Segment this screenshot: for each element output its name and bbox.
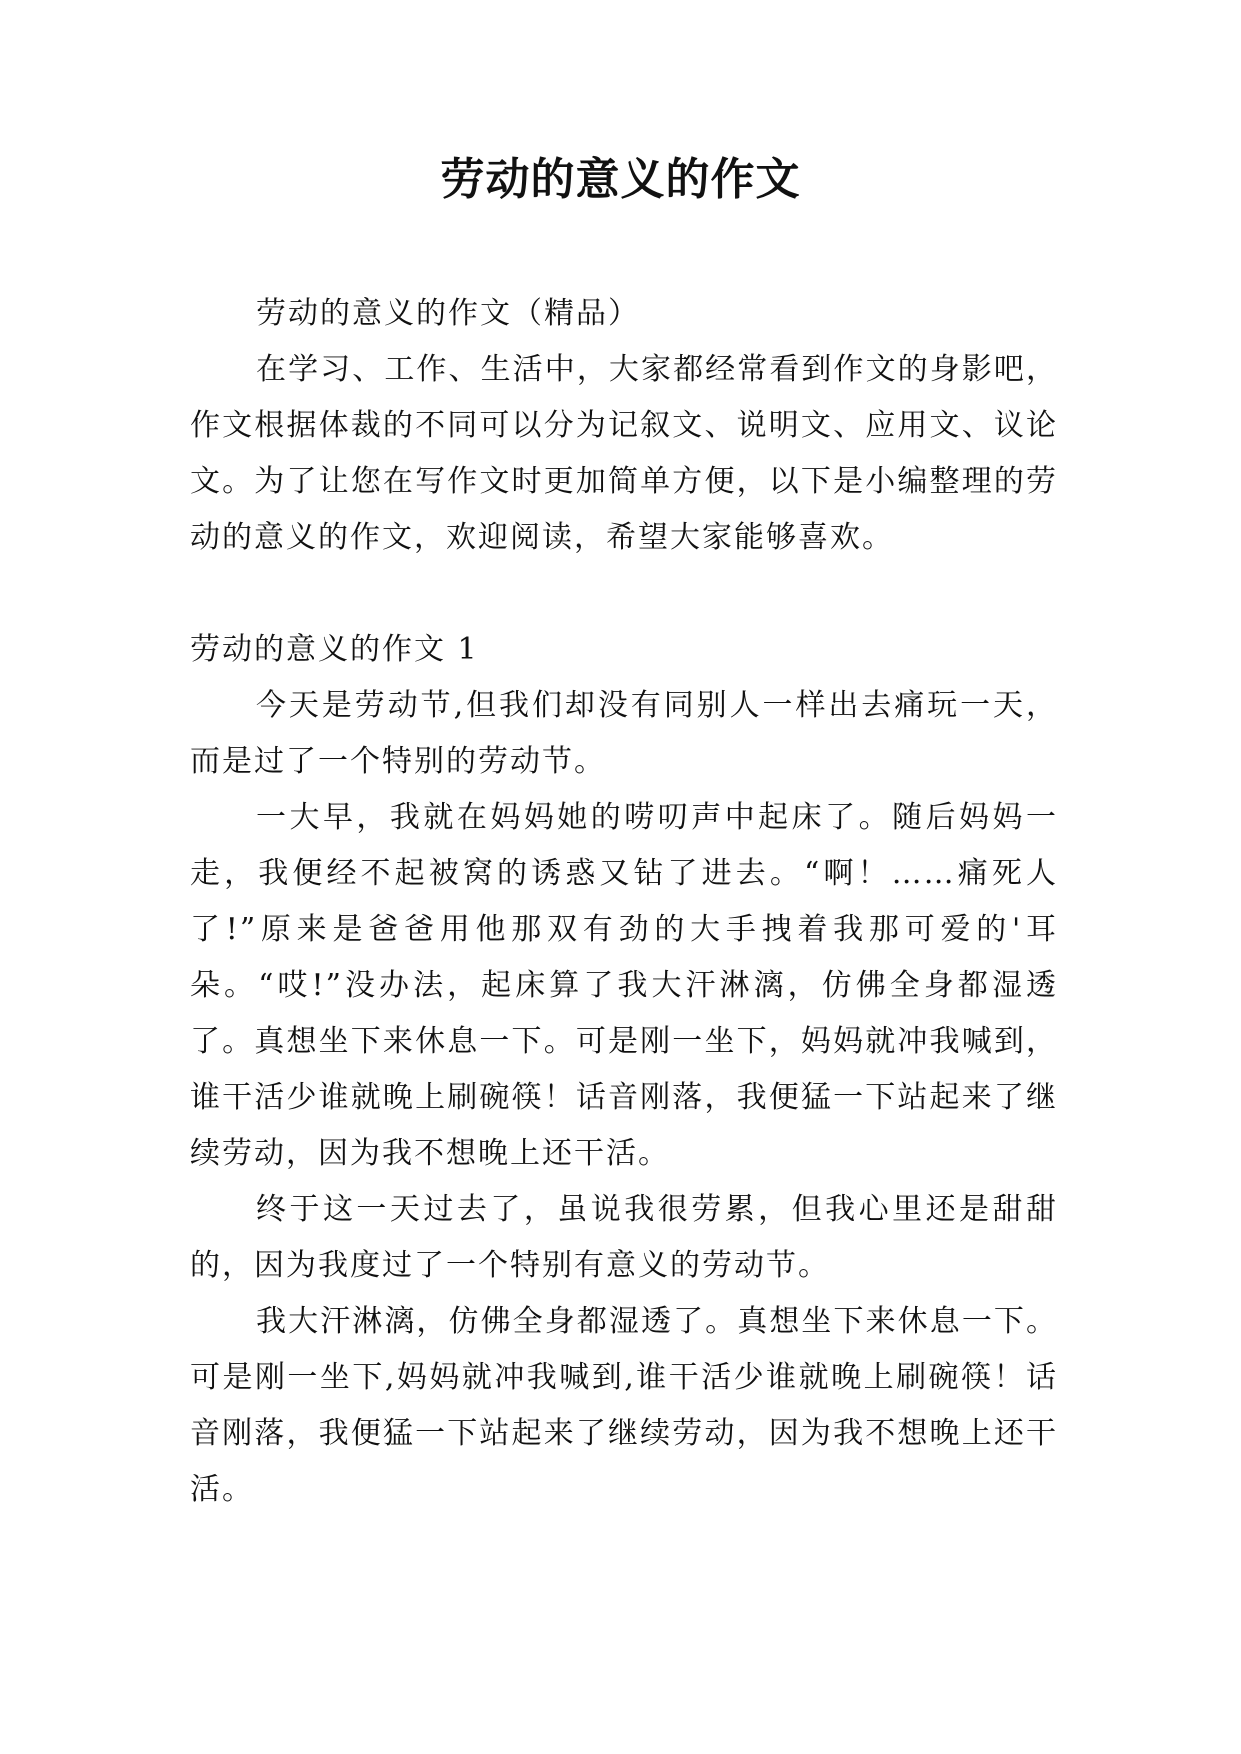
section-heading: 劳动的意义的作文 1 <box>190 632 479 667</box>
document-body <box>190 286 1058 1518</box>
body-paragraph: 终于这一天过去了，虽说我很劳累，但我心里还是甜甜的，因为我度过了一个特别有意义的劳动节。 <box>190 1192 1058 1283</box>
document-subtitle: 劳动的意义的作文（精品） <box>256 296 640 331</box>
document-title: 劳动的意义的作文 <box>440 154 801 205</box>
body-paragraph: 一大早，我就在妈妈她的唠叨声中起床了。随后妈妈一走，我便经不起被窝的诱惑又钻了进去。“啊！……痛死人了!”原来是爸爸用他那双有劲的大手拽着我那可爱的'耳朵。“哎!”没办法，起床算了我大汗淋漓，仿佛全身都湿透了。真想坐下来休息一下。可是刚一坐下，妈妈就冲我喊到，谁干活少谁就晚上刷碗筷！话音刚落，我便猛一下站起来了继续劳动，因为我不想晚上还干活。 <box>190 800 1058 1171</box>
intro-paragraph: 在学习、工作、生活中，大家都经常看到作文的身影吧，作文根据体裁的不同可以分为记叙文、说明文、应用文、议论文。为了让您在写作文时更加简单方便，以下是小编整理的劳动的意义的作文，欢迎阅读，希望大家能够喜欢。 <box>190 352 1058 555</box>
body-paragraph: 我大汗淋漓，仿佛全身都湿透了。真想坐下来休息一下。可是刚一坐下,妈妈就冲我喊到,谁干活少谁就晚上刷碗筷！话音刚落，我便猛一下站起来了继续劳动，因为我不想晚上还干活。 <box>190 1304 1058 1507</box>
paragraph-gap <box>190 566 1058 622</box>
body-paragraph: 今天是劳动节,但我们却没有同别人一样出去痛玩一天，而是过了一个特别的劳动节。 <box>190 688 1058 779</box>
